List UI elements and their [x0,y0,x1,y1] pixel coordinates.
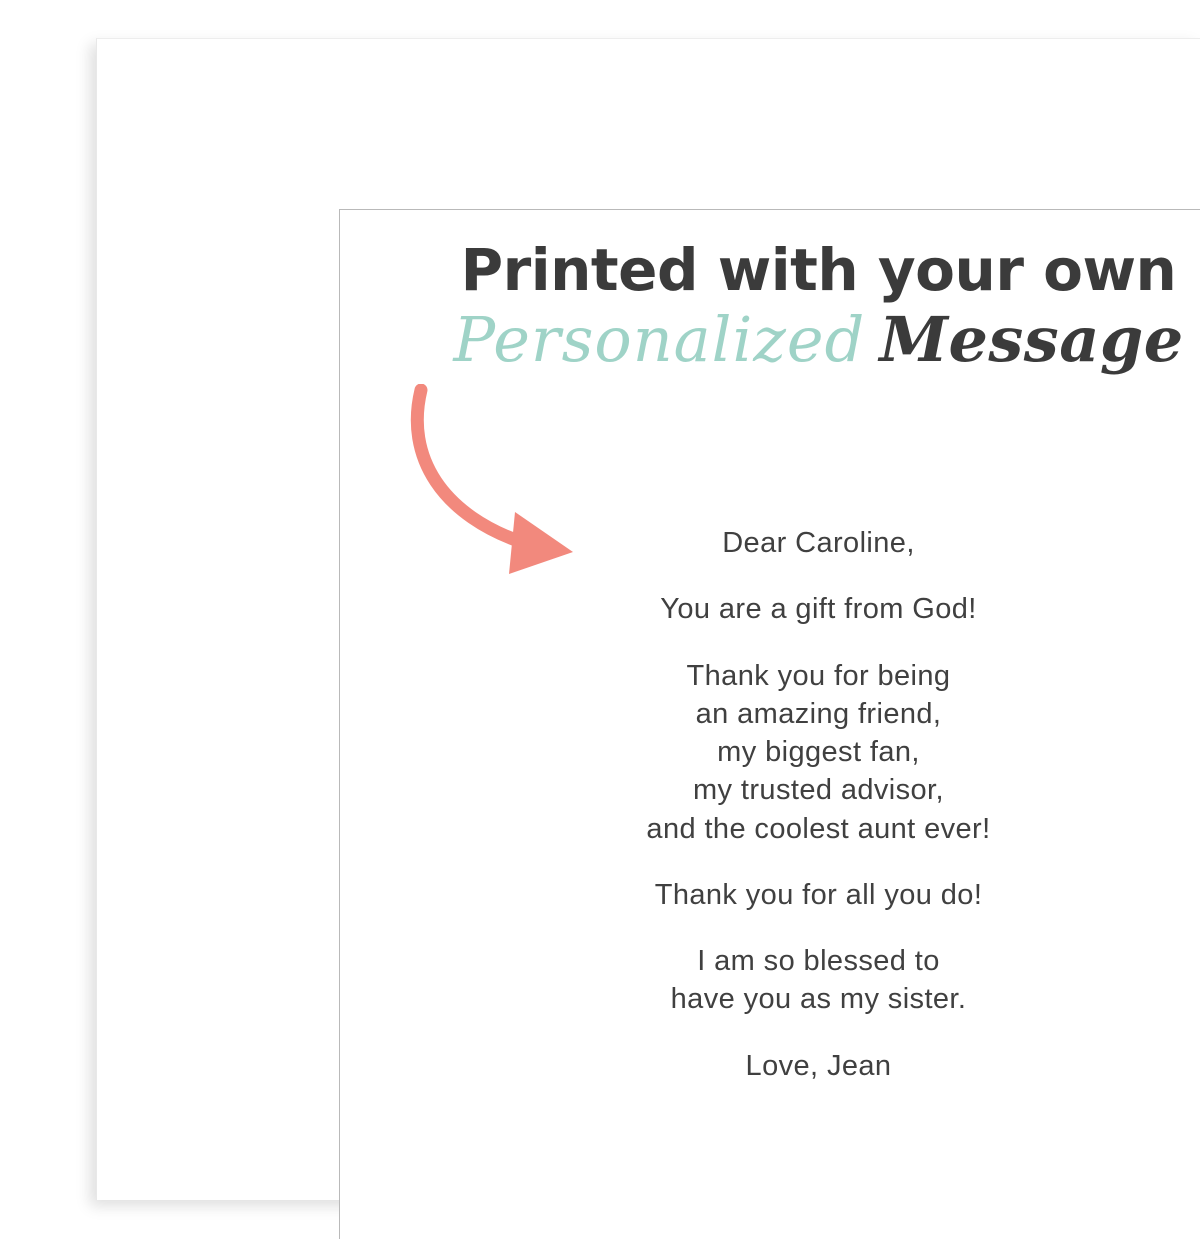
headline-script-accent: Personalized [453,302,866,376]
headline-line-2 [340,302,1200,376]
message-line: an amazing friend, [695,697,942,730]
message-line: Thank you for all you do! [654,878,983,911]
page-card [96,38,1200,1200]
message-paragraph-1 [340,590,1200,628]
headline-line-1: Printed with your own [460,236,1177,304]
message-salutation: Dear Caroline, [722,527,915,559]
headline-script-dark: Message [879,302,1184,376]
message-paragraph-3 [340,876,1200,914]
headline-block [340,236,1200,376]
message-line: Thank you for being [686,659,951,692]
message-line: and the coolest aunt ever! [646,812,991,845]
message-paragraph-4 [340,942,1200,1019]
message-line: You are a gift from God! [660,593,977,626]
message-body [340,524,1200,1085]
message-line: I am so blessed to [697,945,940,978]
message-line: my trusted advisor, [693,774,944,807]
message-line: my biggest fan, [717,736,920,769]
message-signoff: Love, Jean [745,1049,892,1082]
message-paragraph-2 [340,657,1200,848]
message-line: have you as my sister. [670,983,967,1016]
